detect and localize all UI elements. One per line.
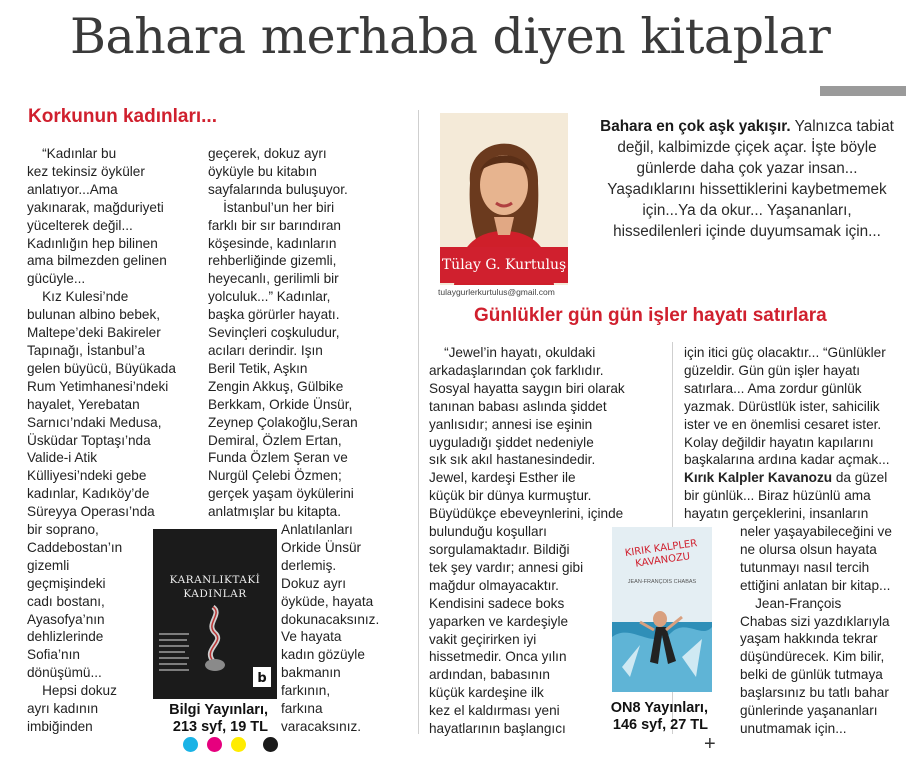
article2-column-2-narrow: neler yaşayabileceğini ve ne olursa olsun hayata tutunmayı nasıl tercih ettiğini anlatan bir kitap... Jean-François Chabas sizi yazdıklarıyla yaşam hakkında tekrar düşündürecek. Kim bilir, belki de günlük tutmaya başlarsınız bu tatlı bahar günlerinde yaşananları unutmamak için... (740, 524, 892, 736)
article1-column-2: geçerek, dokuz ayrı öyküyle bu kitabın sayfalarında buluşuyor. İstanbul’un her biri farklı bir sır barındıran köşesinde, kadınların rehberliğinde gizemli, heyecanlı, gerilimli bir yolculuk...” Kadınlar, başka görürler hayatı. Sevinçleri coşkuludur, acıları derindir. Işın Beril Tetik, Aşkın Zengin Akkuş, Gülbike Berkkam, Orkide Ünsür, Zeynep Çolakoğlu,Seran Demiral, Özlem Ertan, Funda Özlem Şeran ve Nurgül Çelebi Özmen; gerçek yaşam öykülerini anlatmışlar bu kitapta. (208, 146, 358, 520)
book2-publisher-info: ON8 Yayınları, 146 syf, 27 TL (610, 700, 708, 733)
book2-title-inline: Kırık Kalpler Kavanozu (684, 470, 833, 486)
article1-column-1: “Kadınlar bu kez tekinsiz öyküler anlatıyor...Ama yakınarak, mağduriyeti yücelterek değil... Kadınlığın hep bilinen ama bilmezden gelinen gücüyle... Kız Kulesi’nde bulunan albino bebek, Maltepe’deki Bakireler Tapınağı, İstanbul’a gelen büyücü, Büyükada Rum Yetimhanesi’ndeki hayalet, Yerebatan Sarnıcı’ndaki Medusa, Üsküdar Toptaşı’nda Valide-i Atik Külliyesi’ndeki gebe kadınlar, Kadıköy’de Süreyya Operası’nda bir soprano, Caddebostan’ın gizemli geçmişindeki cadı bostanı, Ayasofya’nın dehlizlerinde Sofia’nın dönüşümü... Hepsi dokuz ayrı kadının imbiğinden (27, 146, 176, 734)
registration-dot-cyan (183, 737, 198, 752)
article2-column-1: “Jewel’in hayatı, okuldaki arkadaşlarından çok farklıdır. Sosyal hayatta saygın biri olarak tanınan babası aslında şiddet yanlısıdır; annesi ise eşinin uyguladığı şiddet nedeniyle sık sık akıl hastanesindedir. Jewel, kardeşi Esther ile küçük bir dünya kurmuştur. Büyüdükçe ebeveynlerini, içinde bulunduğu koşulları sorgulamaktadır. Bildiği tek şey vardır; annesi gibi mağdur olmayacaktır. Kendisini sadece boks yaparken ve kardeşiyle vakit geçirirken iyi hissetmedir. Onca yılın ardından, babasının küçük kardeşine ilk kez el kaldırması yeni hayatlarının başlangıcı (429, 345, 625, 737)
book1-publisher-info: Bilgi Yayınları, 213 syf, 19 TL (169, 702, 268, 735)
article1-heading: Korkunun kadınları... (28, 106, 217, 127)
header-gray-bar (820, 86, 906, 96)
article1-column-2-continued: Anlatılanları Orkide Ünsür derlemiş. Dokuz ayrı öyküde, hayata dokunacaksınız. Ve hayata kadın gözüyle bakmanın farkının, farkına varacaksınız. (281, 522, 380, 734)
article2-heading: Günlükler gün gün işler hayatı satırlara (474, 305, 827, 326)
registration-dot-black (263, 737, 278, 752)
column-divider (418, 110, 419, 734)
article2-column-2-text: için itici güç olacaktır... “Günlükler güzeldir. Gün gün işler hayatı satırlara... Ama zordur günlük yazmak. Dürüstlük ister, sahicilik ister ve en önemlisi cesaret ister. Kolay değildir hayatın kapılarını başkalarına ardına kadar açmak... (684, 345, 890, 468)
intro-bold: Bahara en çok aşk yakışır. (600, 118, 791, 135)
book2-cover-author: JEAN-FRANÇOIS CHABAS (627, 579, 697, 585)
registration-dot-magenta (207, 737, 222, 752)
page-title: Bahara merhaba diyen kitaplar (70, 8, 831, 65)
author-name-badge: Tülay G. Kurtuluş (440, 247, 568, 283)
svg-text:b: b (257, 671, 267, 686)
registration-cross-icon: + (704, 733, 716, 755)
book-cover-kirik-kalpler-kavanozu (612, 527, 712, 692)
book-cover-art (153, 529, 277, 699)
intro-body: Yalnızca tabiat değil, kalbimizde çiçek açar. İşte böyle günlerde daha çok yazar insan... Yaşadıklarını hissettiklerini kaybetmemek için...Ya da okur... Yaşananları, hissedilenleri içinde duyumsamak için... (607, 118, 894, 240)
intro-text (598, 116, 896, 242)
book2-cover-title: KIRIK KALPLER KAVANOZU (624, 538, 698, 570)
registration-dot-yellow (231, 737, 246, 752)
author-email[interactable]: tulaygurlerkurtulus@gmail.com (438, 287, 555, 297)
article2-column-2-after-bold: da güzel bir günlük... Biraz hüzünlü ama hayatın gerçeklerini, insanların (684, 470, 888, 522)
article2-column-2 (684, 344, 910, 523)
book-cover-title: KARANLIKTAKİ KADINLAR (169, 574, 261, 600)
book-cover-karanliktaki-kadinlar (153, 529, 277, 699)
